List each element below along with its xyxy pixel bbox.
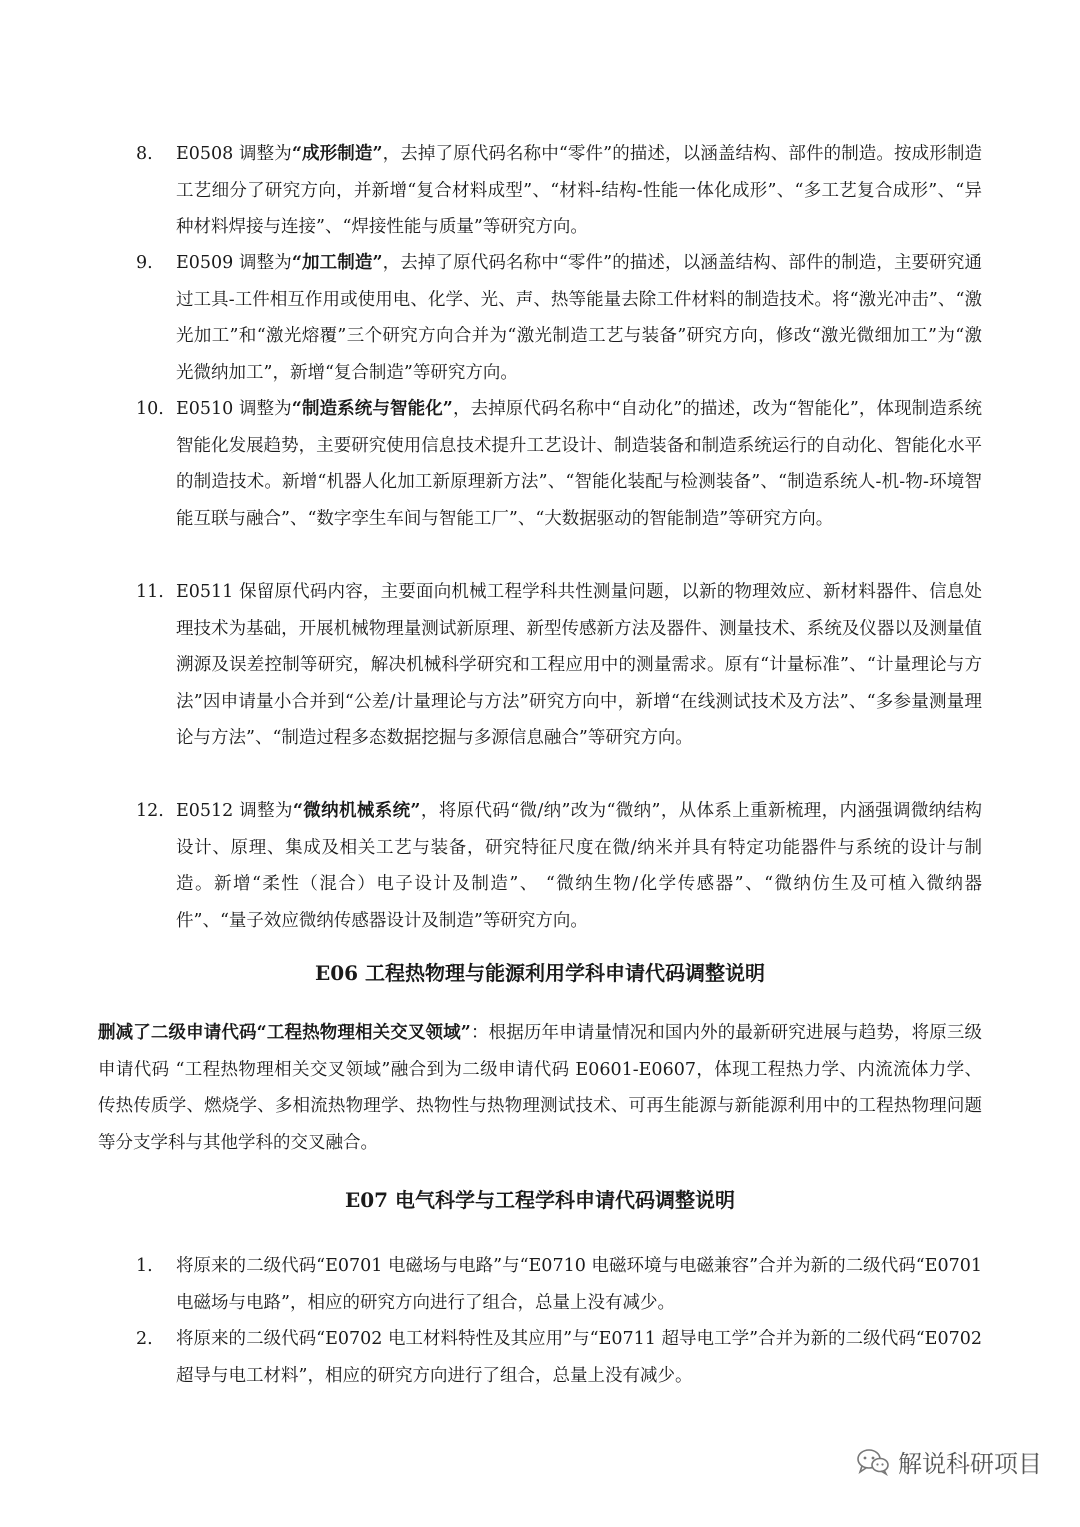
list-item-text: [176, 245, 982, 391]
wechat-icon: [856, 1448, 890, 1476]
list-item-prefix: E0510 调整为: [176, 399, 292, 419]
list-item-body: ，去掉原代码名称中“自动化”的描述，改为“智能化”，体现制造系统智能化发展趋势，主要研究使用信息技术提升工艺设计、制造装备和制造系统运行的自动化、智能化水平的制造技术。新增“机器人化加工新原理新方法”、“智能化装配与检测装备”、“制造系统人-机-物-环境智能互联与融合”、“数字孪生车间与智能工厂”、“大数据驱动的智能制造”等研究方向。: [176, 399, 982, 529]
section-heading-e07: E07 电气科学与工程学科申请代码调整说明: [344, 1188, 736, 1212]
list-item-text: 将原来的二级代码“E0702 电工材料特性及其应用”与“E0711 超导电工学”合并为新的二级代码“E0702 超导与电工材料”，相应的研究方向进行了组合，总量上没有减少。: [176, 1329, 982, 1386]
list-item-text: 将原来的二级代码“E0701 电磁场与电路”与“E0710 电磁环境与电磁兼容”合并为新的二级代码“E0701 电磁场与电路”，相应的研究方向进行了组合，总量上没有减少。: [176, 1256, 982, 1313]
list-item-bold-term: “微纳机械系统”: [292, 801, 421, 821]
list-item-text: [176, 136, 982, 246]
list-item: [136, 1321, 982, 1394]
list-item-number: 9.: [136, 253, 153, 273]
list-item-bold-term: “成形制造”: [291, 144, 383, 164]
list-item-number: 2.: [136, 1329, 153, 1349]
list-item: [136, 245, 982, 391]
section-e06-paragraph: [98, 1015, 982, 1161]
list-item-number: 10.: [136, 399, 164, 419]
list-item-body: ，去掉了原代码名称中“零件”的描述，以涵盖结构、部件的制造。按成形制造工艺细分了研究方向，并新增“复合材料成型”、“材料-结构-性能一体化成形”、“多工艺复合成形”、“异种材料焊接与连接”、“焊接性能与质量”等研究方向。: [176, 144, 983, 237]
list-item-text: [176, 391, 982, 537]
paragraph-body: ：根据历年申请量情况和国内外的最新研究进展与趋势，将原三级申请代码 “工程热物理相关交叉领域”融合到为二级申请代码 E0601-E0607，体现工程热力学、内流流体力学、传热传质学、燃烧学、多相流热物理学、热物性与热物理测试技术、可再生能源与新能源利用中的工程热物理问题等分支学科与其他学科的交叉融合。: [98, 1023, 982, 1153]
list-item: [136, 793, 982, 939]
list-item-prefix: E0512 调整为: [176, 801, 293, 821]
list-item-number: 1.: [136, 1256, 153, 1276]
paragraph-bold-lead: 删减了二级申请代码“工程热物理相关交叉领域”: [98, 1023, 471, 1043]
list-item-bold-term: “加工制造”: [291, 253, 383, 273]
list-item-body: ，将原代码“微/纳”改为“微纳”，从体系上重新梳理，内涵强调微纳结构设计、原理、集成及相关工艺与装备，研究特征尺度在微/纳米并具有特定功能器件与系统的设计与制造。新增“柔性（混合）电子设计及制造”、 “微纳生物/化学传感器”、“微纳仿生及可植入微纳器件”、“量子效应微纳传感器设计及制造”等研究方向。: [176, 801, 982, 931]
list-item: [136, 1248, 982, 1321]
section-heading-e06: E06 工程热物理与能源利用学科申请代码调整说明: [314, 961, 766, 985]
watermark: [856, 1444, 1042, 1479]
list-item-text: [176, 574, 982, 757]
list-item-prefix: E0511 保留原代码内容，主要面向机械工程学科共性测量问题，以新的物理效应、新材料器件、信息处理技术为基础，开展机械物理量测试新原理、新型传感新方法及器件、测量技术、系统及仪器以及测量值溯源及误差控制等研究，解决机械科学研究和工程应用中的测量需求。原有“计量标准”、“计量理论与方法”因申请量小合并到“公差/计量理论与方法”研究方向中，新增“在线测试技术及方法”、“多参量测量理论与方法”、“制造过程多态数据挖掘与多源信息融合”等研究方向。: [176, 582, 982, 748]
list-item: [136, 391, 982, 537]
list-item-number: 11.: [136, 582, 164, 602]
list-item-body: ，去掉了原代码名称中“零件”的描述，以涵盖结构、部件的制造，主要研究通过工具-工件相互作用或使用电、化学、光、声、热等能量去除工件材料的制造技术。将“激光冲击”、“激光加工”和“激光熔覆”三个研究方向合并为“激光制造工艺与装备”研究方向，修改“激光微细加工”为“激光微纳加工”，新增“复合制造”等研究方向。: [176, 253, 983, 383]
watermark-text: 解说科研项目: [898, 1450, 1042, 1478]
list-item-bold-term: “制造系统与智能化”: [291, 399, 453, 419]
list-item-prefix: E0509 调整为: [176, 253, 292, 273]
list-item-number: 8.: [136, 144, 153, 164]
list-item: [136, 574, 982, 757]
list-item: [136, 136, 982, 246]
list-item-text: [176, 793, 982, 939]
list-item-number: 12.: [136, 801, 164, 821]
list-item-prefix: E0508 调整为: [176, 144, 292, 164]
